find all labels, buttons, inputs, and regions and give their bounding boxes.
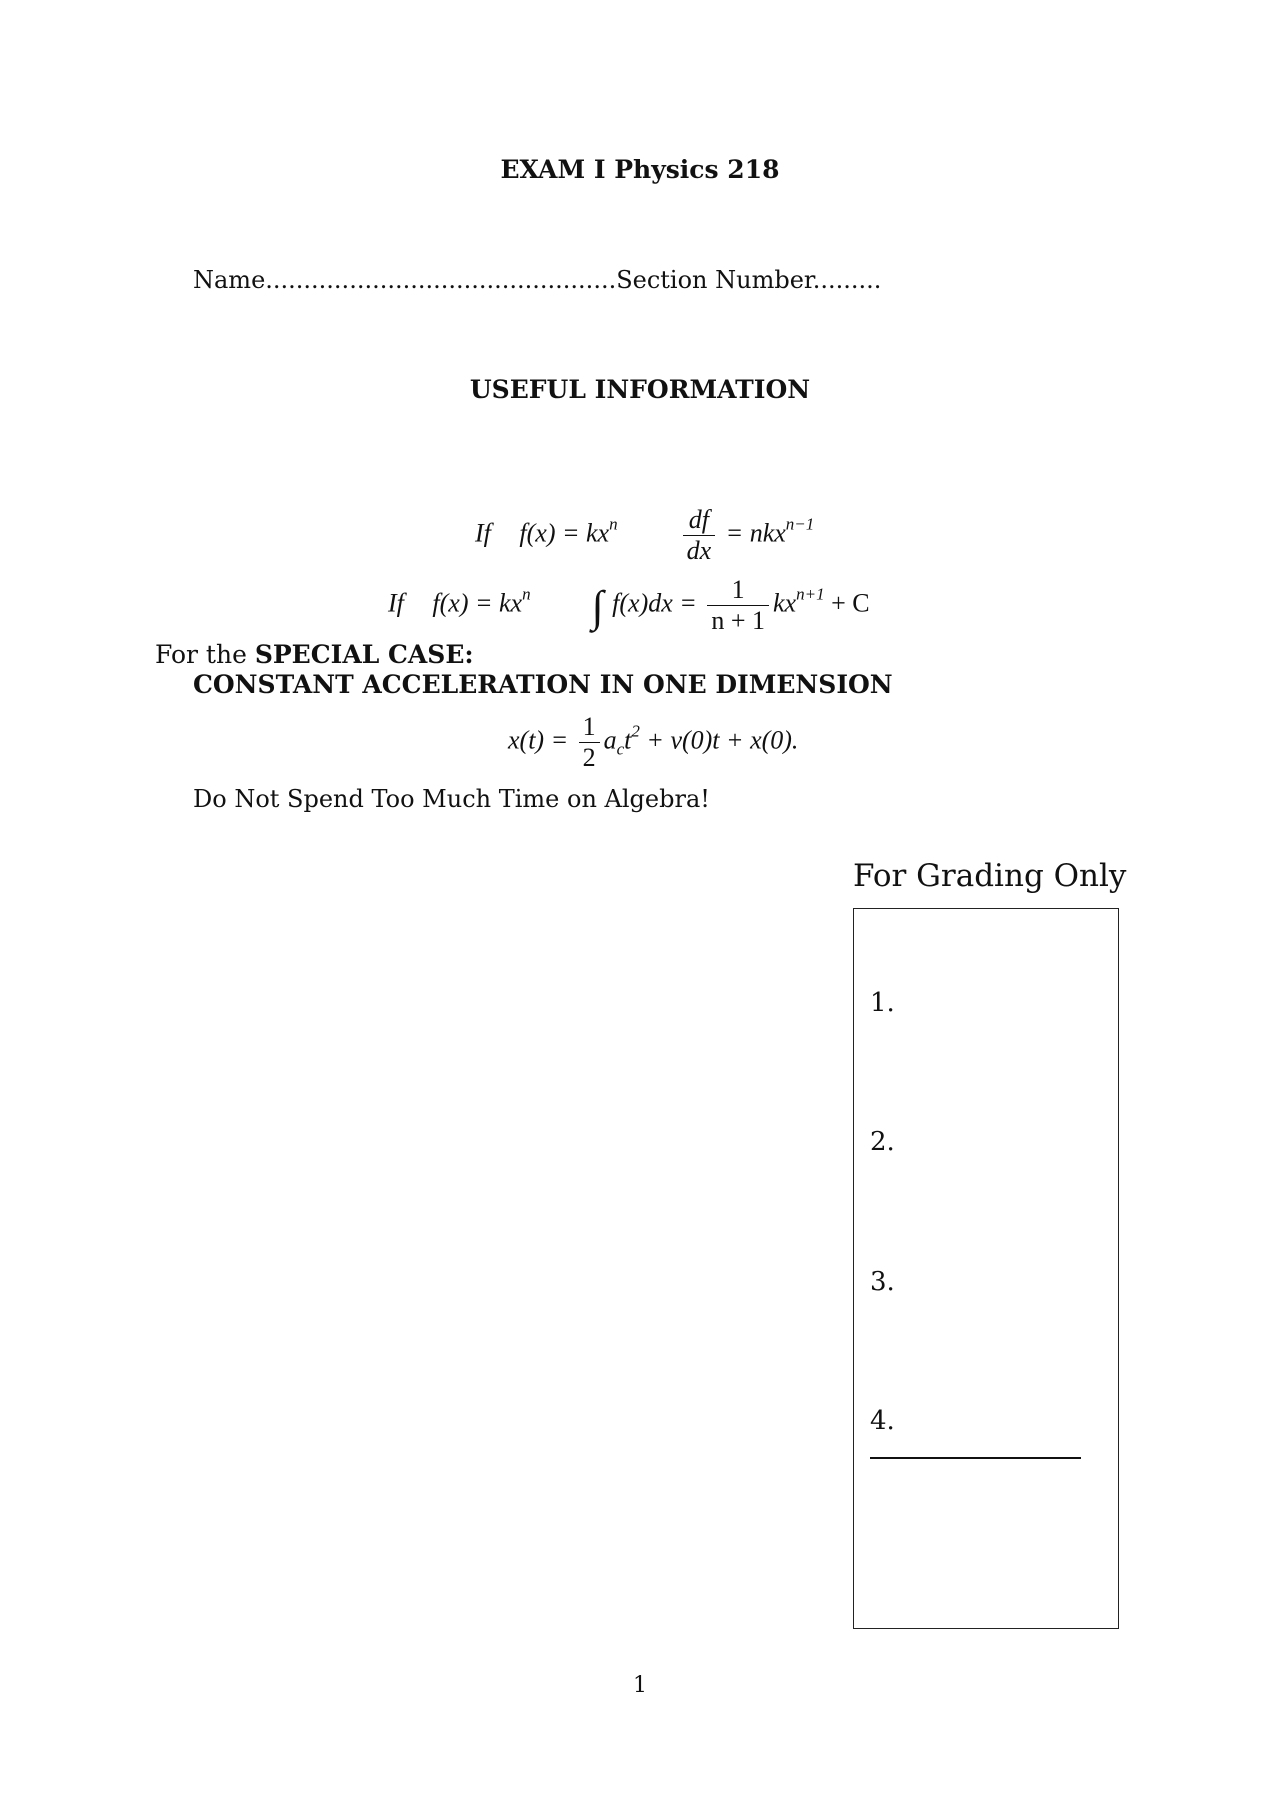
acceleration-symbol: a — [603, 725, 617, 755]
function-lhs: f(x) = kx — [432, 588, 523, 618]
derivative-formula — [475, 505, 814, 566]
function-exponent: n — [522, 584, 531, 604]
if-label: If — [475, 518, 491, 548]
function-exponent: n — [609, 514, 618, 534]
equation-rest: + v(0)t + x(0). — [646, 725, 799, 755]
integration-constant: + C — [831, 588, 870, 618]
integral-rhs-exponent: n+1 — [796, 584, 825, 604]
if-label: If — [388, 588, 404, 618]
special-case-prefix: For the — [155, 640, 247, 669]
derivative-numerator: df — [683, 505, 716, 536]
derivative-rhs: = nkx — [725, 518, 786, 548]
grading-item-4: 4. — [870, 1406, 895, 1436]
grading-item-2: 2. — [870, 1127, 895, 1157]
integral-fraction — [707, 575, 769, 636]
constant-acceleration-heading: CONSTANT ACCELERATION IN ONE DIMENSION — [193, 670, 893, 699]
half-numerator: 1 — [579, 712, 600, 743]
derivative-denominator: dx — [686, 536, 712, 565]
half-denominator: 2 — [582, 743, 596, 772]
grading-item-3: 3. — [870, 1267, 895, 1297]
integral-numerator: 1 — [707, 575, 769, 606]
grading-title: For Grading Only — [853, 858, 1127, 894]
integrand: f(x)dx = — [612, 588, 697, 618]
special-case-label: SPECIAL CASE: — [254, 640, 474, 669]
time-symbol: t — [624, 725, 632, 755]
half-fraction — [579, 712, 600, 773]
special-case-line — [155, 640, 474, 669]
acceleration-subscript: c — [616, 739, 625, 759]
kinematic-equation — [508, 712, 798, 773]
grading-item-1: 1. — [870, 988, 895, 1018]
equation-lhs: x(t) = — [508, 725, 569, 755]
integral-sign: ∫ — [591, 582, 604, 632]
integral-rhs: kx — [773, 588, 797, 618]
derivative-rhs-exponent: n−1 — [785, 514, 815, 534]
algebra-note: Do Not Spend Too Much Time on Algebra! — [193, 785, 710, 813]
exam-title: EXAM I Physics 218 — [500, 155, 780, 184]
page-number: 1 — [633, 1673, 647, 1698]
name-section-line: Name..............................................Section Number......... — [193, 266, 882, 294]
total-line — [870, 1457, 1081, 1459]
integral-formula — [388, 575, 870, 636]
function-lhs: f(x) = kx — [519, 518, 610, 548]
useful-information-heading: USEFUL INFORMATION — [469, 375, 811, 404]
time-exponent: 2 — [631, 721, 640, 741]
integral-denominator: n + 1 — [711, 606, 766, 635]
derivative-fraction — [683, 505, 716, 566]
